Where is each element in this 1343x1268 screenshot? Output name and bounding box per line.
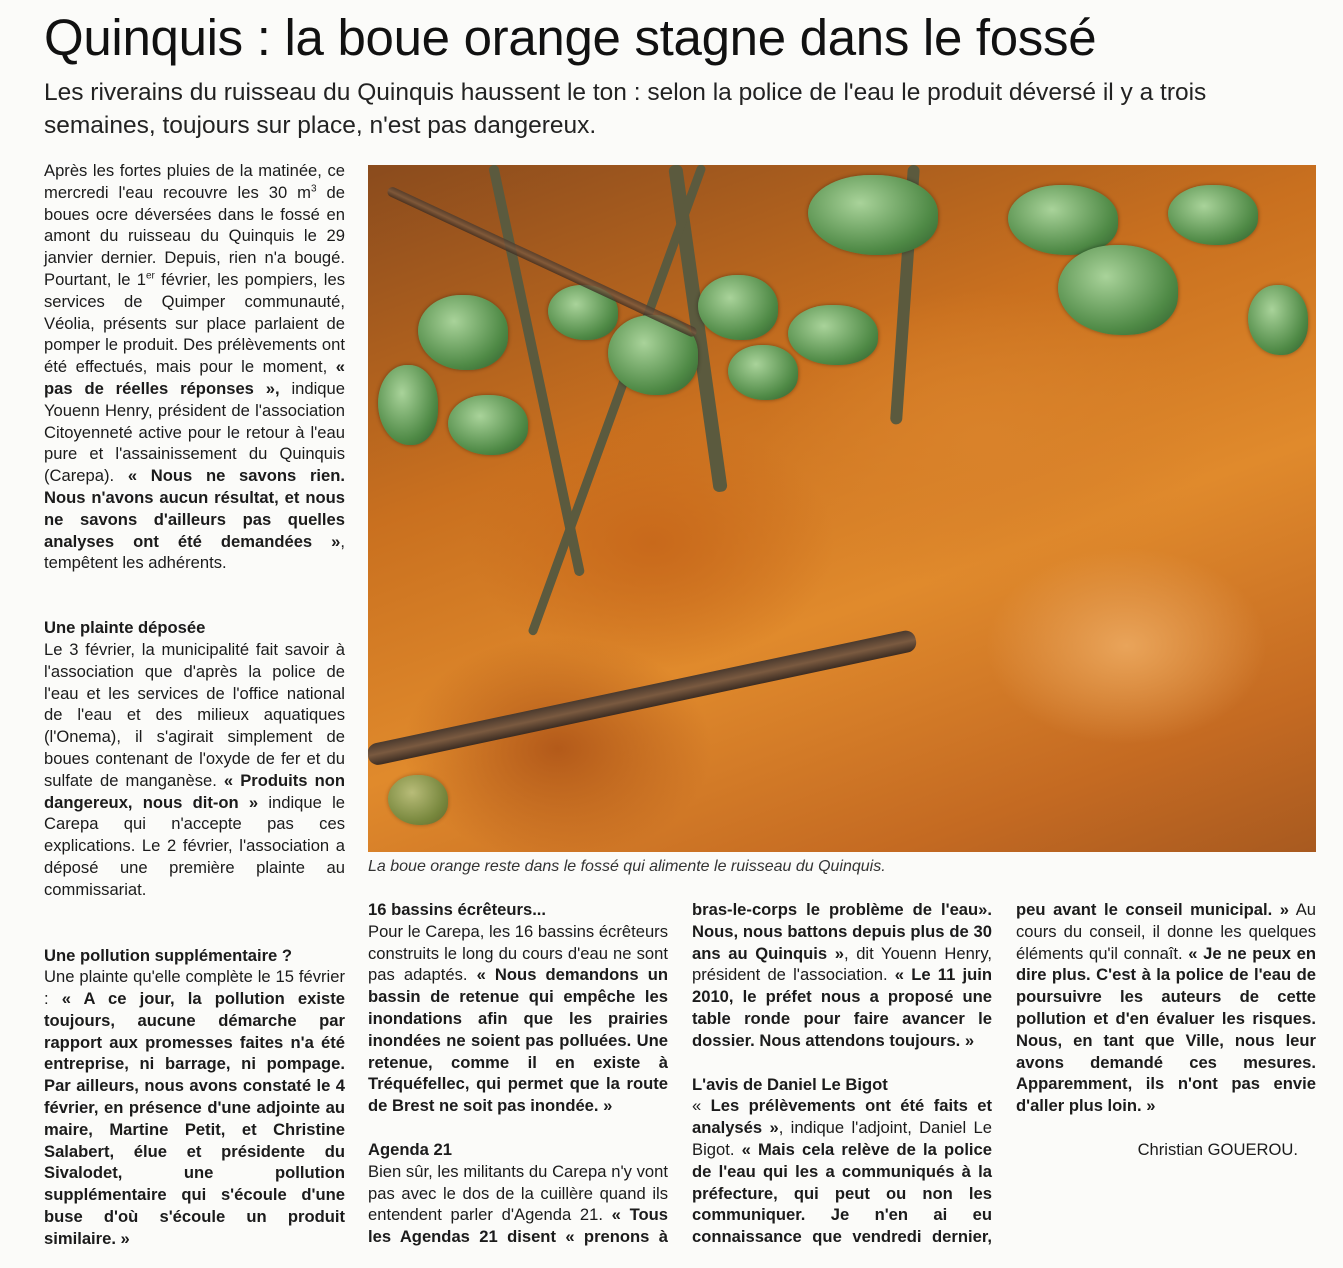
text-segment: indique le Carepa qui n'accepte pas ces explications. Le 2 février, l'association a déposé une première plainte au commissariat. (44, 792, 345, 899)
text-segment: Au cours du conseil, il donne les quelques éléments qu'il connaît. (1016, 900, 1316, 963)
paragraph (44, 160, 345, 574)
paragraph (368, 921, 668, 1117)
quote-text: « Tous les Agendas 21 disent « prenons à bras-le-corps le problème de l'eau». Nous, nous battons depuis plus de 30 ans au Quinquis » (368, 900, 992, 1247)
left-column (44, 160, 345, 1250)
stem (527, 165, 706, 636)
quote-text: « Je ne peux en dire plus. C'est à la police de l'eau de poursuivre les auteurs de cette pollution et d'en évaluer les risques. Nous, en tant que Ville, nous leur avons demandé ces mesures. Apparemment, ils n'ont pas envie d'aller plus loin. » (1016, 943, 1316, 1116)
text-segment: février, les pompiers, les services de Quimper communauté, Véolia, présents sur place parlaient de pomper le produit. Des prélèvements ont été effectués, mais pour le moment, (44, 269, 345, 377)
text-segment: , tempêtent les adhérents. (44, 531, 345, 573)
quote-text: Les prélèvements ont été faits et analysés » (692, 1096, 992, 1138)
paragraph (44, 639, 345, 901)
section-heading: Une pollution supplémentaire ? (44, 945, 292, 965)
text-segment: , indique l'adjoint, Daniel Le Bigot. (692, 1118, 992, 1159)
quote-text: « Nous ne savons rien. Nous n'avons aucun résultat, et nous ne savons d'ailleurs pas quelles analyses ont été demandées » (44, 466, 345, 551)
text-segment: Après les fortes pluies de la matinée, ce mercredi l'eau recouvre les 30 m (44, 161, 345, 202)
spacer (44, 901, 345, 945)
author-signature: Christian GOUEROU. (1137, 1139, 1298, 1159)
text-segment: , dit Youenn Henry, président de l'association. (692, 943, 993, 985)
leaf (418, 295, 508, 370)
quote-text: « pas de réelles réponses », (44, 357, 345, 398)
leaf (1168, 185, 1258, 245)
leaf (698, 275, 778, 340)
leaf (388, 775, 448, 825)
text-segment: Pour le Carepa, les 16 bassins écrêteurs construits le long du cours d'eau ne sont pas adaptés. (368, 921, 668, 985)
leaf (728, 345, 798, 400)
quote-text: « Produits non dangereux, nous dit-on » (44, 770, 345, 812)
quote-text: « Mais cela relève de la police de l'eau qui les a communiqués à la préfecture, qui peut ou non les communiquer. Je n'en ai eu connaissance que vendredi dernier, peu avant le conseil municipal. » (692, 900, 1290, 1247)
bottom-columns (368, 899, 1316, 1251)
section-heading: L'avis de Daniel Le Bigot (692, 1074, 888, 1094)
article-subtitle: Les riverains du ruisseau du Quinquis haussent le ton : selon la police de l'eau le produit déversé il y a trois semaines, toujours sur place, n'est pas dangereux. (44, 79, 1207, 139)
text-segment: de boues ocre déversées dans le fossé en amont du ruisseau du Quinquis le 29 janvier dernier. Depuis, rien n'a bougé. Pourtant, le 1 (44, 182, 345, 289)
text-segment: 3 (311, 183, 317, 195)
bottom-flow (368, 899, 1316, 1251)
section-heading: 16 bassins écrêteurs... (368, 900, 547, 919)
leaf (378, 365, 438, 445)
quote-text: « Le 11 juin 2010, le préfet nous a proposé une table ronde pour faire avancer le dossier. Nous attendons toujours. » (692, 965, 992, 1050)
spacer (368, 1117, 668, 1139)
leaf (448, 395, 528, 455)
leaf (1058, 245, 1178, 335)
text-segment: Une plainte qu'elle complète le 15 février : (44, 967, 345, 1009)
quote-text: « Nous demandons un bassin de retenue qui empêche les inondations afin que les prairies inondées ne soient pas polluées. Une retenue, comme il en existe à Tréquéfellec, qui permet que la route de Brest ne soit pas inondée. » (368, 965, 668, 1116)
article-title: Quinquis : la boue orange stagne dans le fossé (44, 9, 1097, 66)
quote-text: « A ce jour, la pollution existe toujours, aucune démarche par rapport aux promesses faites n'a été entreprise, ni barrage, ni pompage. Par ailleurs, nous avons constaté le 4 février, en présence d'une adjointe au maire, Martine Petit, et Christine Salabert, élue et présidente du Sivalodet, une pollution supplémentaire qui s'écoule d'une buse d'où s'écoule un produit similaire. » (44, 989, 345, 1248)
photo-caption: La boue orange reste dans le fossé qui alimente le ruisseau du Quinquis. (368, 858, 886, 875)
article-photo (368, 165, 1316, 852)
section-heading: Agenda 21 (368, 1139, 452, 1159)
text-segment: Le 3 février, la municipalité fait savoir à l'association que d'après la police de l'eau et les services de l'office national de l'eau et des milieux aquatiques (l'Onema), il s'agirait simplement de boues contenant de l'oxyde de fer et du sulfate de manganèse. (44, 639, 345, 790)
spacer (692, 1052, 992, 1074)
leaf (1008, 185, 1118, 255)
text-segment: « (692, 1096, 711, 1116)
leaf (808, 175, 938, 255)
branch (368, 629, 918, 767)
text-segment: Bien sûr, les militants du Carepa n'y vont pas avec le dos de la cuillère quand ils entendent parler d'Agenda 21. (368, 1161, 668, 1225)
text-segment: er (146, 270, 155, 282)
section-heading: Une plainte déposée (44, 618, 206, 638)
spacer (44, 574, 345, 617)
leaf (788, 305, 878, 365)
paragraph (44, 966, 345, 1249)
leaf (1248, 285, 1308, 355)
text-segment: indique Youenn Henry, président de l'association Citoyenneté active pour le retour à l'eau pure et l'assainissement du Quinquis (Carepa). (44, 378, 345, 486)
